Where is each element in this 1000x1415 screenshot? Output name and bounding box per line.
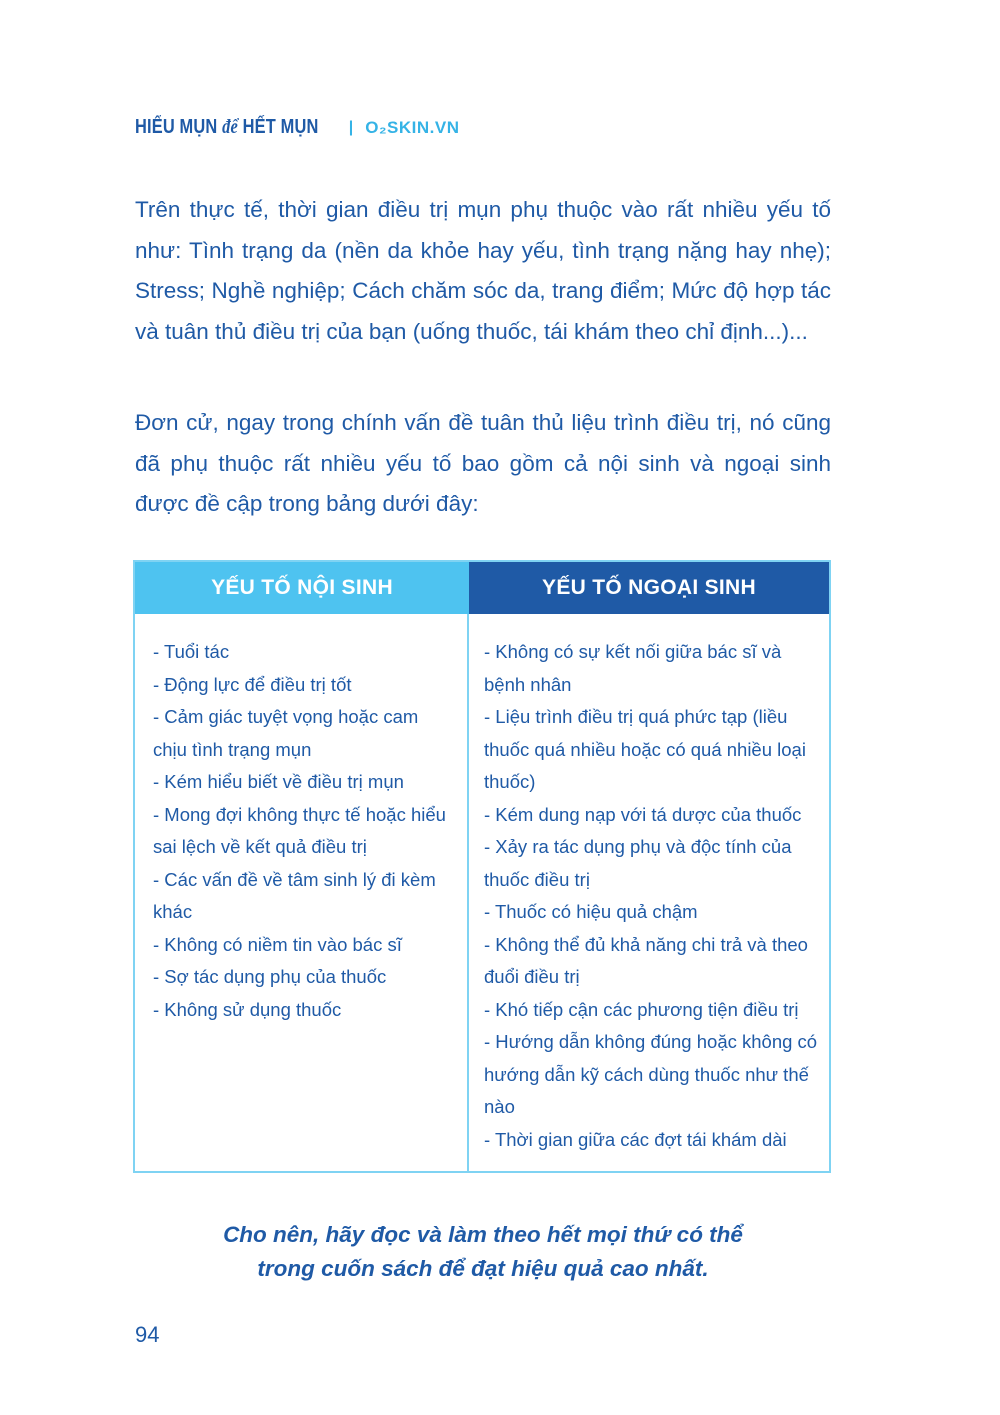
list-item: - Không có niềm tin vào bác sĩ	[153, 933, 402, 955]
site-name: O₂SKIN.VN	[365, 117, 460, 137]
body-paragraph-1: Trên thực tế, thời gian điều trị mụn phụ thuộc vào rất nhiều yếu tố như: Tình trạng da (nền da khỏe hay yếu, tình trạng nặng hay nhẹ); Stress; Nghề nghiệp; Cách chăm sóc da, trang điểm; Mức độ hợp tác và tuân thủ điều trị của bạn (uống thuốc, tái khám theo chỉ định...)...	[135, 197, 831, 344]
list-item: - Thuốc có hiệu quả chậm	[484, 901, 698, 922]
running-header	[135, 116, 460, 139]
list-item: - Động lực để điều trị tốt	[153, 673, 352, 695]
page-number: 94	[135, 1322, 160, 1347]
book-title-part1: HIỂU MỤN	[135, 116, 223, 138]
list-item: - Khó tiếp cận các phương tiện điều trị	[484, 998, 799, 1020]
closing-statement	[135, 1218, 831, 1286]
internal-factors-cell	[135, 614, 469, 1171]
external-factors-cell	[469, 614, 829, 1171]
header-separator: |	[348, 118, 354, 136]
list-item: - Hướng dẫn không đúng hoặc không có hướng dẫn kỹ cách dùng thuốc như thế nào	[484, 1031, 818, 1117]
book-title-part2: để	[222, 116, 238, 138]
list-item: - Tuổi tác	[153, 641, 230, 662]
list-item: - Xảy ra tác dụng phụ và độc tính của thuốc điều trị	[484, 836, 792, 890]
list-item: - Các vấn đề về tâm sinh lý đi kèm khác	[153, 868, 436, 922]
table-header-external: YẾU TỐ NGOẠI SINH	[469, 562, 829, 614]
book-title	[135, 116, 319, 139]
list-item: - Mong đợi không thực tế hoặc hiểu sai lệch về kết quả điều trị	[153, 803, 446, 857]
table-header-internal: YẾU TỐ NỘI SINH	[135, 562, 469, 614]
book-title-part3: HẾT MỤN	[237, 116, 319, 138]
list-item: - Thời gian giữa các đợt tái khám dài	[484, 1128, 787, 1150]
body-paragraph-2: Đơn cử, ngay trong chính vấn đề tuân thủ liệu trình điều trị, nó cũng đã phụ thuộc rất nhiều yếu tố bao gồm cả nội sinh và ngoại sinh được đề cập trong bảng dưới đây:	[135, 410, 831, 516]
list-item: - Sợ tác dụng phụ của thuốc	[153, 966, 387, 987]
list-item: - Liệu trình điều trị quá phức tạp (liều thuốc quá nhiều hoặc có quá nhiều loại thuốc)	[484, 706, 806, 792]
list-item: - Kém dung nạp với tá dược của thuốc	[484, 803, 802, 825]
closing-line-2: trong cuốn sách để đạt hiệu quả cao nhất.	[257, 1256, 709, 1281]
list-item: - Cảm giác tuyệt vọng hoặc cam chịu tình trạng mụn	[153, 706, 419, 760]
list-item: - Không thể đủ khả năng chi trả và theo đuổi điều trị	[484, 933, 808, 987]
list-item: - Không sử dụng thuốc	[153, 998, 342, 1020]
closing-line-1: Cho nên, hãy đọc và làm theo hết mọi thứ có thể	[223, 1222, 743, 1247]
factors-table	[133, 560, 831, 1173]
list-item: - Kém hiểu biết về điều trị mụn	[153, 771, 404, 792]
list-item: - Không có sự kết nối giữa bác sĩ và bệnh nhân	[484, 641, 782, 695]
